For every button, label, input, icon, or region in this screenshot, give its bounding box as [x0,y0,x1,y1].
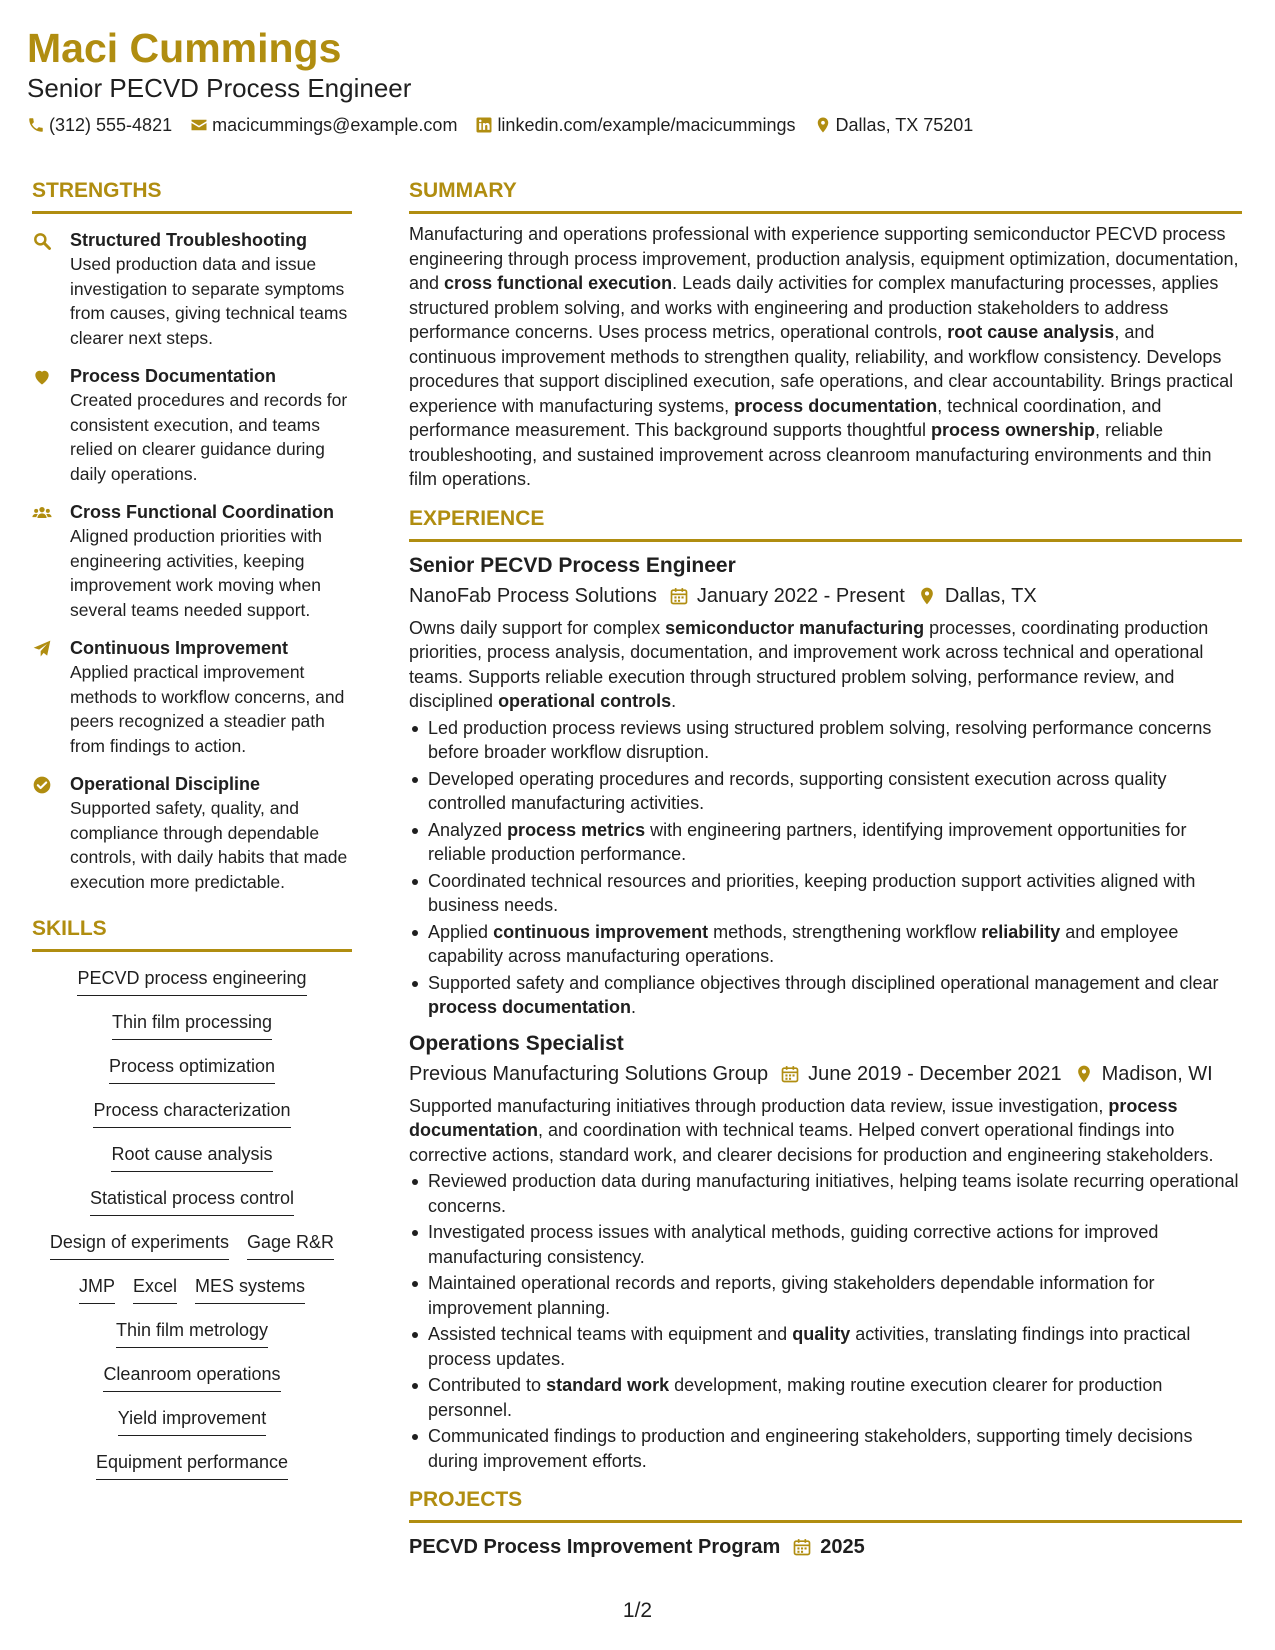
bullet-item: Contributed to standard work development, making routine execution clearer for production personnel. [409,1373,1242,1422]
bullet-item: Investigated process issues with analytical methods, guiding corrective actions for improved manufacturing consistency. [409,1220,1242,1269]
summary-section [409,178,1242,492]
job-entry [409,552,1242,1020]
search-icon [32,231,52,251]
strength-title: Structured Troubleshooting [70,230,307,250]
candidate-name: Maci Cummings [27,25,342,71]
resume-header [27,22,1247,138]
skill-tag: Design of experiments [50,1230,229,1260]
map-pin-icon [814,116,832,134]
project-year: 2025 [820,1536,865,1558]
skill-tag: Gage R&R [247,1230,334,1260]
job-dates: June 2019 - December 2021 [808,1062,1062,1085]
job-dates: January 2022 - Present [696,584,905,607]
phone-text: (312) 555-4821 [49,115,173,135]
job-company: NanoFab Process Solutions [409,584,657,607]
job-company: Previous Manufacturing Solutions Group [409,1062,769,1085]
strength-title: Cross Functional Coordination [70,502,334,522]
section-divider [32,949,352,952]
job-title: Operations Specialist [409,1031,624,1055]
section-divider [409,539,1242,542]
check-circle-icon [32,775,52,795]
strength-description: Applied practical improvement methods to workflow concerns, and peers recognized a steadier path from findings to action. [70,662,345,756]
summary-heading: SUMMARY [409,179,517,202]
skills-heading: SKILLS [32,917,107,940]
users-icon [32,503,52,523]
strength-title: Operational Discipline [70,774,261,794]
job-title: Senior PECVD Process Engineer [409,553,736,577]
strength-description: Created procedures and records for consistent execution, and teams relied on clearer guidance during daily operations. [70,390,348,484]
email-link[interactable]: macicummings@example.com [212,115,458,135]
bullet-item: Developed operating procedures and records, supporting consistent execution across quality controlled manufacturing activities. [409,767,1242,816]
location-text: Dallas, TX 75201 [835,115,974,135]
skill-tag: Yield improvement [118,1406,266,1436]
summary-text: Manufacturing and operations professional with experience supporting semiconductor PECVD process engineering through process improvement, production analysis, equipment optimization, documentation, and cross functional execution. Leads daily activities for complex manufacturing processes, applies structured problem solving, and works with engineering and production stakeholders to address performance concerns. Uses process metrics, operational controls, root cause analysis, and continuous improvement methods to strengthen quality, reliability, and workflow consistency. Develops procedures that support disciplined execution, safe operations, and clear accountability. Brings practical experience with manufacturing systems, process documentation, technical coordination, and performance measurement. This background supports thoughtful process ownership, reliable troubleshooting, and sustained improvement across cleanroom manufacturing environments and thin film operations. [409,224,1239,489]
section-divider [32,211,352,214]
contact-linkedin[interactable] [475,112,795,138]
skill-tag: JMP [79,1274,115,1304]
projects-heading: PROJECTS [409,1488,523,1511]
job-entry [409,1030,1242,1474]
bullet-item: Reviewed production data during manufacturing initiatives, helping teams isolate recurring operational concerns. [409,1169,1242,1218]
bullet-item: Analyzed process metrics with engineering partners, identifying improvement opportunities for reliable production performance. [409,818,1242,867]
strength-item [32,228,352,350]
calendar-icon [780,1064,800,1084]
skill-tag: Process optimization [109,1054,275,1084]
bullet-item: Communicated findings to production and engineering stakeholders, supporting timely decisions during improvement efforts. [409,1424,1242,1473]
paper-plane-icon [32,639,52,659]
strength-item [32,500,352,622]
bullet-item: Coordinated technical resources and priorities, keeping production support activities aligned with business needs. [409,869,1242,918]
skill-tag: Equipment performance [96,1450,288,1480]
envelope-icon [190,116,208,134]
strengths-heading: STRENGTHS [32,179,162,202]
strength-item [32,636,352,758]
linkedin-icon [475,116,493,134]
job-meta [409,1060,1242,1088]
strength-description: Used production data and issue investigation to separate symptoms from causes, giving technical teams clearer next steps. [70,254,348,348]
job-description: Owns daily support for complex semiconductor manufacturing processes, coordinating production priorities, process analysis, documentation, and improvement work across technical and operational teams. Supports reliable execution through structured problem solving, performance review, and disciplined operational controls. [409,617,1209,711]
strengths-section [32,178,352,894]
skill-tag: Root cause analysis [111,1142,272,1172]
bullet-item: Assisted technical teams with equipment and quality activities, translating findings into practical process updates. [409,1322,1242,1371]
bullet-item: Maintained operational records and reports, giving stakeholders dependable information for improvement planning. [409,1271,1242,1320]
strength-description: Supported safety, quality, and compliance through dependable controls, with daily habits that made execution more predictable. [70,798,348,892]
skill-tag: Excel [133,1274,177,1304]
calendar-icon [669,586,689,606]
skills-section [32,916,352,1494]
left-column [32,178,352,1494]
project-entry [409,1533,1242,1561]
skill-tag: Process characterization [93,1098,290,1128]
skill-tag: MES systems [195,1274,305,1304]
skill-tag: Cleanroom operations [103,1362,280,1392]
skill-tag: Thin film metrology [116,1318,268,1348]
map-pin-icon [917,586,937,606]
job-description: Supported manufacturing initiatives through production data review, issue investigation, process documentation, and coordination with technical teams. Helped convert operational findings into corrective actions, standard work, and clearer decisions for production and engineering stakeholders. [409,1095,1214,1165]
bullet-item: Applied continuous improvement methods, strengthening workflow reliability and employee capability across manufacturing operations. [409,920,1242,969]
strength-title: Process Documentation [70,366,277,386]
phone-icon [27,116,45,134]
heart-icon [32,367,52,387]
bullet-item: Supported safety and compliance objectives through disciplined operational management and clear process documentation. [409,971,1242,1020]
candidate-title: Senior PECVD Process Engineer [27,73,412,103]
contact-location [814,112,974,138]
bullet-item: Led production process reviews using structured problem solving, resolving performance concerns before broader workflow disruption. [409,716,1242,765]
job-location: Dallas, TX [944,584,1037,607]
job-meta [409,582,1242,610]
linkedin-link[interactable]: linkedin.com/example/macicummings [497,115,796,135]
experience-section [409,506,1242,1474]
skill-tag: PECVD process engineering [77,966,306,996]
calendar-icon [792,1537,812,1557]
experience-heading: EXPERIENCE [409,506,545,530]
job-bullets [409,716,1242,1020]
map-pin-icon [1074,1064,1094,1084]
skills-list [32,966,352,1494]
page-number: 1/2 [622,1599,653,1622]
job-location: Madison, WI [1101,1062,1213,1085]
section-divider [409,1520,1242,1523]
section-divider [409,211,1242,214]
strength-description: Aligned production priorities with engineering activities, keeping improvement work moving when several teams needed support. [70,526,322,620]
contact-bar [27,112,1247,138]
strength-item [32,772,352,894]
contact-phone [27,112,172,138]
skill-tag: Statistical process control [90,1186,294,1216]
contact-email[interactable] [190,112,457,138]
projects-section [409,1487,1242,1561]
strength-title: Continuous Improvement [70,638,289,658]
job-bullets [409,1169,1242,1473]
skill-tag: Thin film processing [112,1010,272,1040]
project-title: PECVD Process Improvement Program [409,1536,781,1558]
strength-item [32,364,352,486]
right-column [409,178,1242,1561]
